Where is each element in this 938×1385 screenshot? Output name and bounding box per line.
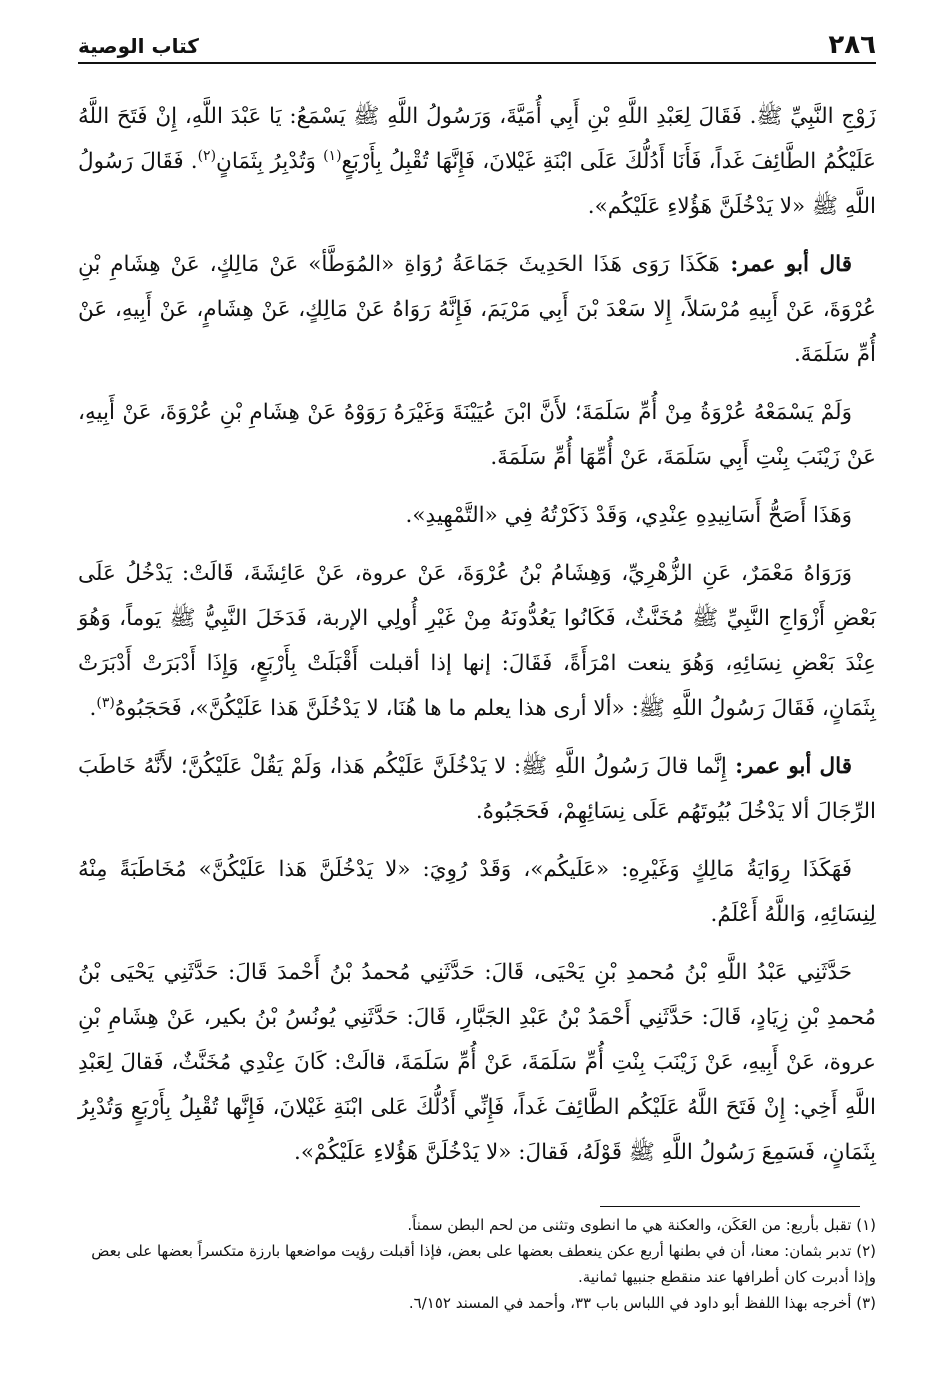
paragraph-3: وَلَمْ يَسْمَعْهُ عُرْوَةُ مِنْ أُمِّ سَلَمَةَ؛ لأَنَّ ابْنَ عُيَيْنَةَ وَغَيْرَهُ رَوَوْهُ عَنْ هِشَامِ بْنِ عُرْوَةَ، عَنْ أَبِيهِ، عَنْ زَيْنَبَ بِنْتِ أَبِي سَلَمَةَ، عَنْ أُمِّهَا أُمِّ سَلَمَةَ. <box>78 400 876 470</box>
paragraph-text: . فَقَالَ رَسُولُ اللَّهِ ﷺ «لا يَدْخُلَنَّ هَؤُلاءِ عَلَيْكُم». <box>78 149 876 219</box>
footnote-number: (٣) <box>856 1294 876 1312</box>
paragraph-text: هَكَذَا رَوَى هَذَا الحَدِيثَ جَمَاعَةُ رُوَاةِ «المُوَطَّأ» عَنْ مَالِكٍ، عَنْ هِشَامِ بْنِ عُرْوَةَ، عَنْ أَبِيهِ مُرْسَلاً، إِلا سَعْدَ بْنَ أَبِي مَرْيَمَ، فَإِنَّهُ رَوَاهُ عَنْ مَالِكٍ، عَنْ هِشَامٍ، عَنْ أَبِيهِ، عَنْ أُمِّ سَلَمَةَ. <box>78 252 876 367</box>
paragraph-text: وَرَوَاهُ مَعْمَرٌ، عَنِ الزُّهْرِيِّ، وَهِشَامُ بْنُ عُرْوَةَ، عَنْ عروة، عَنْ عَائِشَةَ، قَالَتْ: يَدْخُلُ عَلَى بَعْضِ أَزْوَاجِ النَّبِيِّ ﷺ مُخَنَّثٌ، فَكَانُوا يَعُدُّونَهُ مِنْ غَيْرِ أُولِي الإربة، فَدَخَلَ النَّبِيُّ ﷺ يَوماً، وَهُوَ عِنْدَ بَعْضِ نِسَائِهِ، وَهُوَ ينعت امْرَأَةً، فَقَالَ: إنها إذا أقبلت أَقْبَلَتْ بِأَرْبَعٍ، وَإِذَا أَدْبَرَتْ أَدْبَرَتْ بِثَمَانٍ، فَقَالَ رَسُولُ اللَّهِ ﷺ: «ألا أرى هذا يعلم ما ها هُنَا، لا يَدْخُلَنَّ هَذا عَلَيْكُنَّ»، فَحَجَبُوهُ <box>78 561 876 721</box>
book-title: كتاب الوصية <box>78 34 199 58</box>
page-header <box>78 30 876 60</box>
footnote-separator <box>600 1206 860 1207</box>
paragraph-4: وَهَذَا أَصَحُّ أَسَانِيدِهِ عِنْدِي، وَقَدْ ذَكَرْتُهُ فِي «التَّمْهِيدِ». <box>405 503 852 528</box>
paragraph-7: فَهَكَذَا رِوَايَةُ مَالِكٍ وَغَيْرِهِ: «عَلَيكُم»، وَقَدْ رُوِيَ: «لا يَدْخُلَنَّ هَذا عَلَيْكُنَّ» مُخَاطَبَةً مِنْهُ لِنِسَائِهِ، وَاللَّهُ أَعْلَمُ. <box>78 857 876 927</box>
footnote-ref-3: (٣) <box>96 694 115 711</box>
page-number: ٢٨٦ <box>828 30 876 60</box>
footnote-3 <box>78 1290 876 1316</box>
paragraph-text: وَتُدْبِرُ بِثَمَانٍ <box>216 149 324 174</box>
footnote-ref-1: (١) <box>323 147 342 164</box>
paragraph-6 <box>78 744 876 834</box>
paragraph-5 <box>78 551 876 731</box>
main-text <box>78 94 876 1188</box>
paragraph-2 <box>78 242 876 377</box>
footnote-number: (١) <box>856 1216 876 1234</box>
footnote-2 <box>78 1238 876 1290</box>
header-rule <box>78 62 876 64</box>
footnote-number: (٢) <box>856 1242 876 1260</box>
paragraph-text: . <box>89 696 97 721</box>
footnote-text: تدبر بثمان: معنا، أن في بطنها أربع عكن ينعطف بعضها على بعض، فإذا أقبلت رؤيت مواضعها بارزة متكسراً بعضها على بعض وإذا أدبرت كان أطرافها عند منقطع جنبيها ثمانية. <box>91 1242 876 1286</box>
footnote-text: أخرجه بهذا اللفظ أبو داود في اللباس باب ٣٣، وأحمد في المسند ٦/١٥٢. <box>408 1294 852 1312</box>
paragraph-8: حَدَّثَنِي عَبْدُ اللَّهِ بْنُ مُحمدِ بْنِ يَحْيَى، قَالَ: حَدَّثَنِي مُحمدُ بْنُ أَحْمدَ قَالَ: حَدَّثَنِي يَحْيَى بْنُ مُحمدِ بْنِ زِيَادٍ، قَالَ: حَدَّثَنِي أَحْمَدُ بْنُ عَبْدِ الجَبَّارِ، قَالَ: حَدَّثَنِي يُونُسُ بْنُ بكير، عَنْ هِشَامِ بْنِ عروة، عَنْ أَبِيهِ، عَنْ زَيْنَبَ بِنْتِ أُمِّ سَلَمَةَ، عَنْ أُمِّ سَلَمَةَ، قالَتْ: كَانَ عِنْدِي مُخَنَّثٌ، فَقالَ لِعَبْدِ اللَّهِ أَخِي: إِنْ فَتَحَ اللَّهُ عَلَيْكُم الطَّائِفَ غَداً، فَإِنِّي أَدُلُّكَ عَلى ابْنَةِ غَيْلانَ، فَإِنَّها تُقْبِلُ بِأَرْبَعٍ وَتُدْبِرُ بِثَمَانٍ، فَسَمِعَ رَسُولُ اللَّهِ ﷺ قَوْلَهُ، فَقالَ: «لا يَدْخُلَنَّ هَؤُلاءِ عَلَيْكُمْ». <box>78 960 876 1165</box>
footnote-text: تقبل بأربع: من العَكَن، والعكنة هي ما انطوى وتثنى من لحم البطن سمناً. <box>407 1216 852 1234</box>
paragraph-text: زَوْجِ النَّبِيِّ ﷺ. فَقَالَ لِعَبْدِ اللَّهِ بْنِ أَبِي أُمَيَّةَ، وَرَسُولُ اللَّهِ ﷺ يَسْمَعُ: يَا عَبْدَ اللَّهِ، إِنْ فَتَحَ اللَّهُ عَلَيْكُمُ الطَّائِفَ غَداً، فَأَنَا أَدُلُّكَ عَلَى ابْنَةِ غَيْلانَ، فَإِنَّهَا تُقْبِلُ بِأَرْبَعٍ <box>78 104 876 174</box>
speaker-label: قال أبو عمر: <box>719 252 852 277</box>
footnote-1 <box>78 1212 876 1238</box>
footnote-ref-2: (٢) <box>197 147 217 164</box>
paragraph-text: إِنَّما قالَ رَسُولُ اللَّهِ ﷺ: لا يَدْخُلَنَّ عَلَيْكُم هَذا، وَلَمْ يَقُلْ عَلَيْكُنَّ؛ لأَنَّهُ خَاطَبَ الرِّجَالَ ألا يَدْخُلَ بُيُوتَهُم عَلَى نِسَائِهِمْ، فَحَجَبُوهُ. <box>78 754 876 824</box>
paragraph-1 <box>78 94 876 229</box>
footnotes <box>78 1212 876 1316</box>
speaker-label: قال أبو عمر: <box>726 754 853 779</box>
